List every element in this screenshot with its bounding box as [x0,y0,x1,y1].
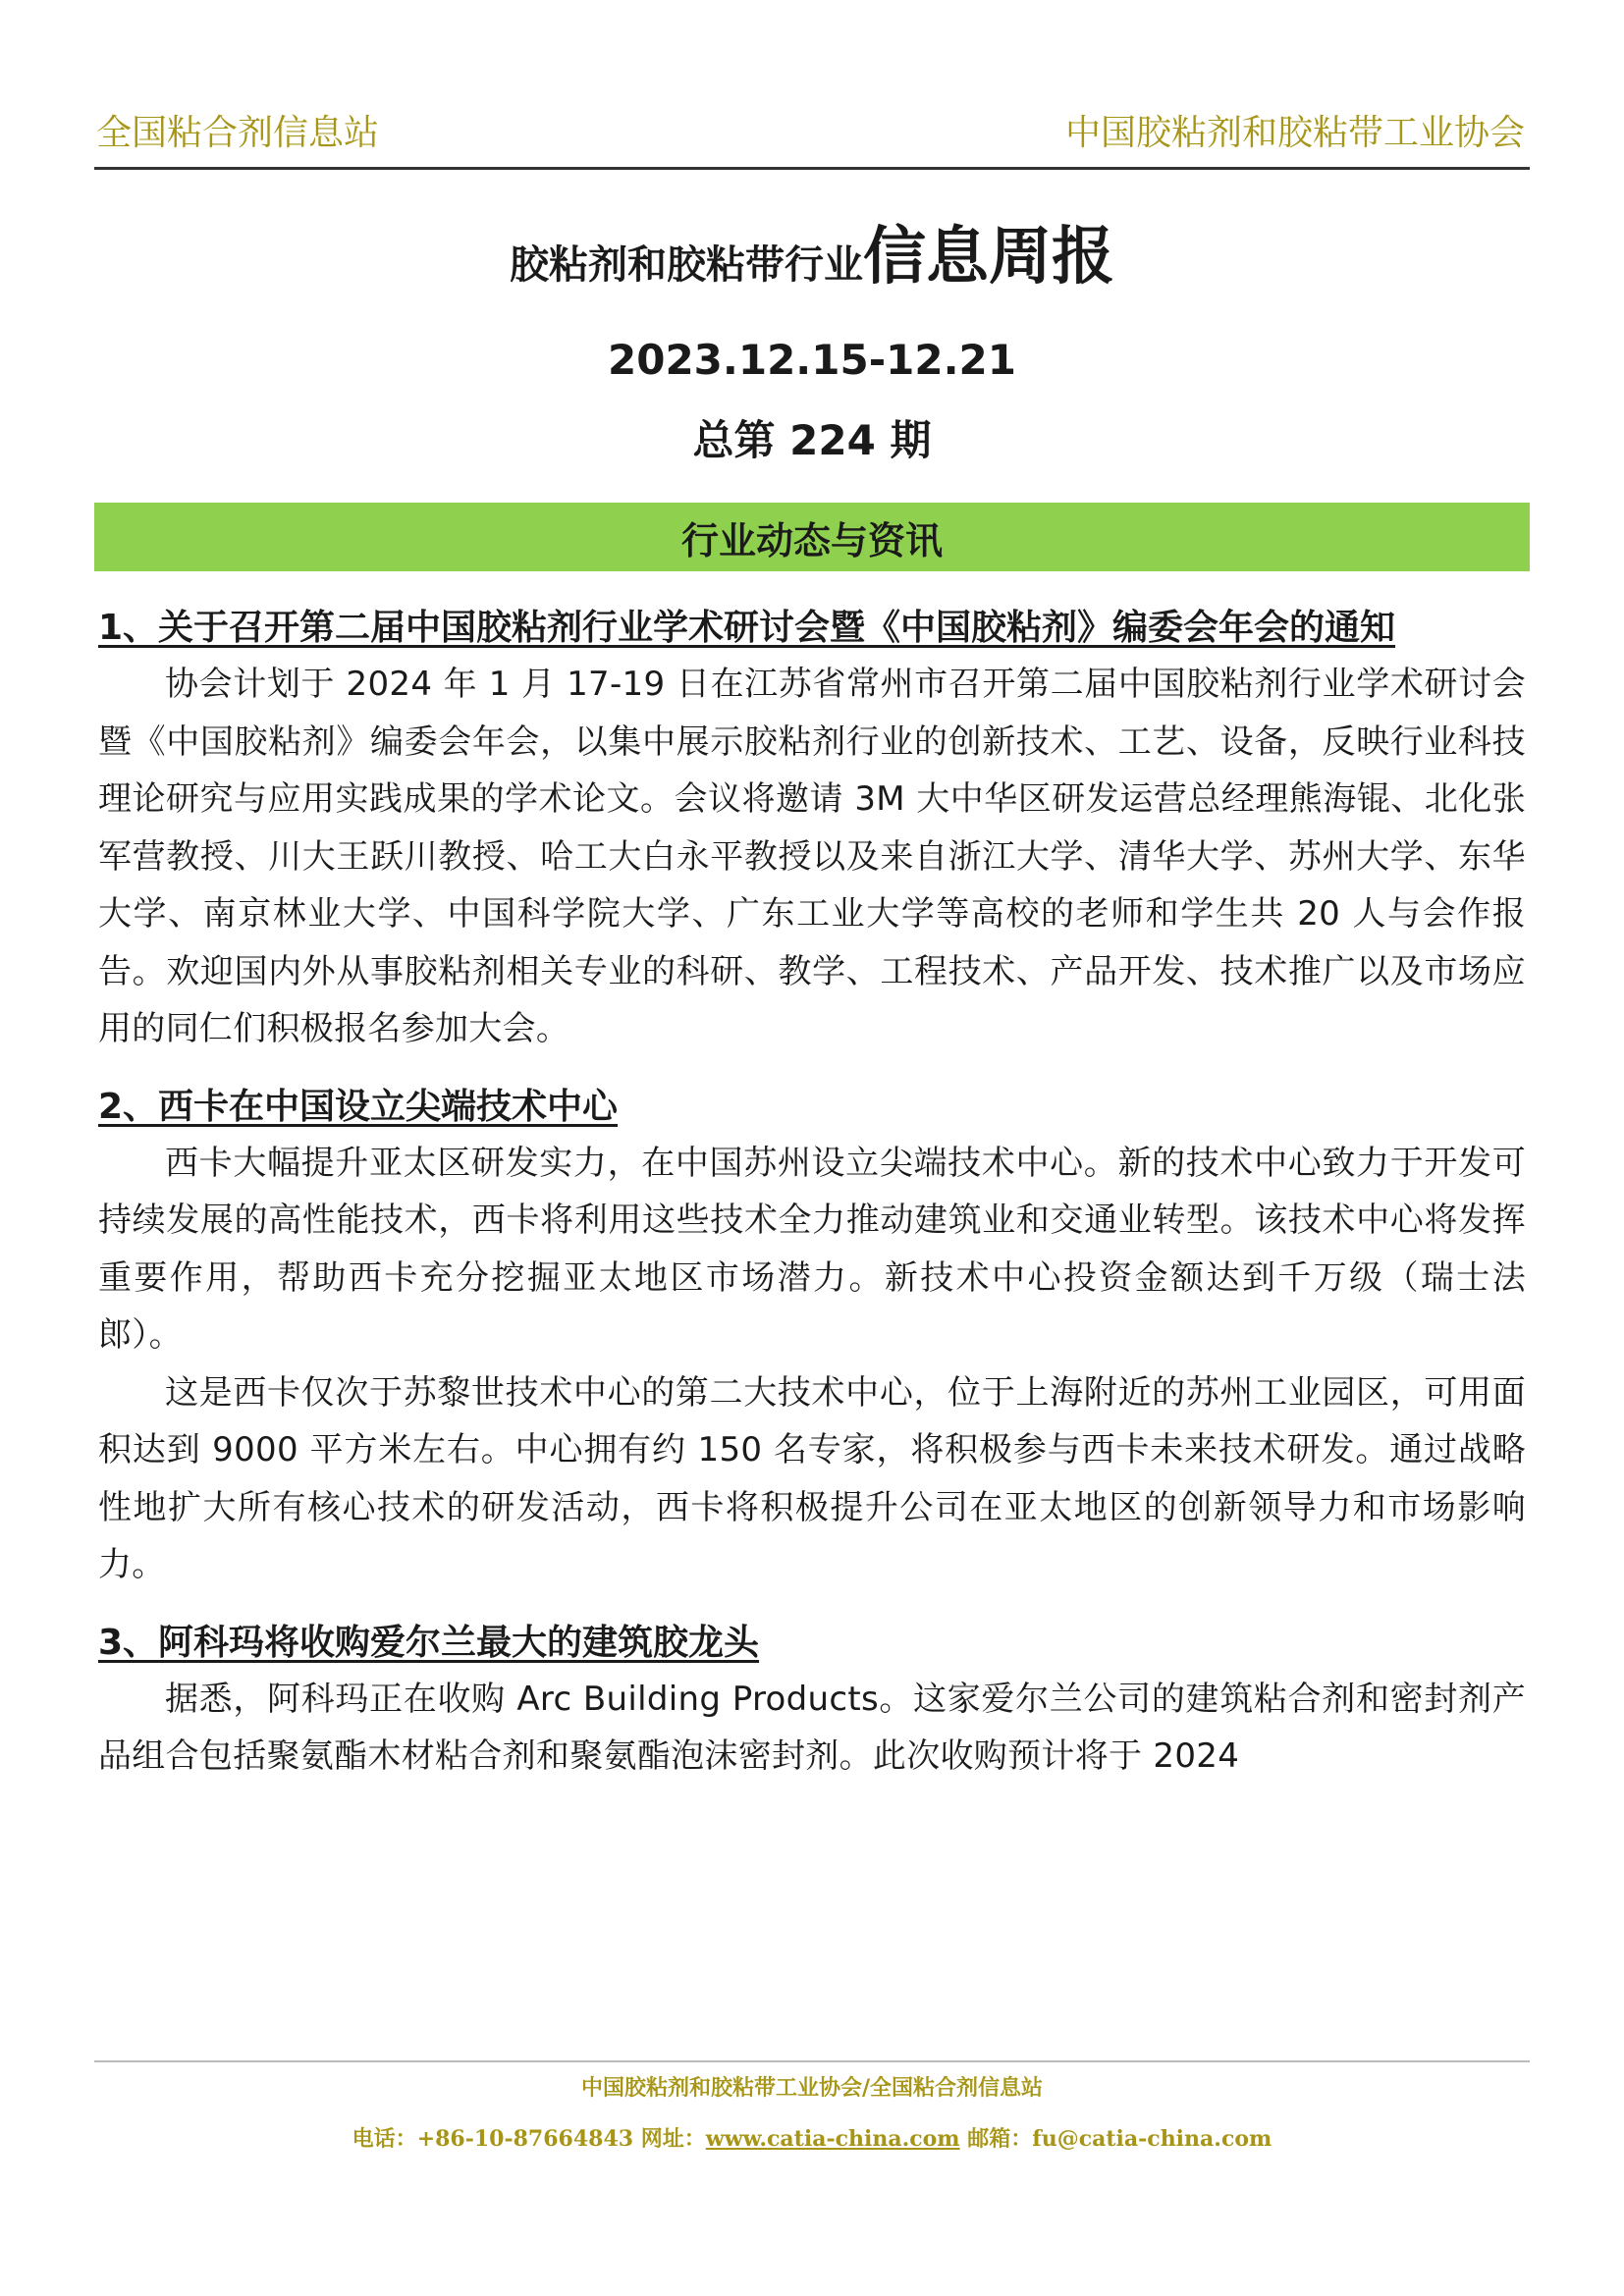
footer-divider [94,2060,1530,2062]
article-paragraph: 据悉，阿科玛正在收购 Arc Building Products。这家爱尔兰公司的建筑粘合剂和密封剂产品组合包括聚氨酯木材粘合剂和聚氨酯泡沫密封剂。此次收购预计将于 2024 [98,1679,1526,1776]
footer-contact [0,2122,1624,2153]
article-paragraph: 协会计划于 2024 年 1 月 17-19 日在江苏省常州市召开第二届中国胶粘剂行业学术研讨会暨《中国胶粘剂》编委会年会，以集中展示胶粘剂行业的创新技术、工艺、设备，反映行业科技理论研究与应用实践成果的学术论文。会议将邀请 3M 大中华区研发运营总经理熊海锟、北化张军营教授、川大王跃川教授、哈工大白永平教授以及来自浙江大学、清华大学、苏州大学、东华大学、南京林业大学、中国科学院大学、广东工业大学等高校的老师和学生共 20 人与会作报告。欢迎国内外从事胶粘剂相关专业的科研、教学、工程技术、产品开发、技术推广以及市场应用的同仁们积极报名参加大会。 [98,665,1526,1048]
date-range: 2023.12.15-12.21 [608,336,1016,384]
header-divider [94,167,1530,170]
email-label: 邮箱： [967,2126,1033,2152]
article-title: 3、阿科玛将收购爱尔兰最大的建筑胶龙头 [98,1622,760,1663]
article-title: 1、关于召开第二届中国胶粘剂行业学术研讨会暨《中国胶粘剂》编委会年会的通知 [98,608,1396,648]
title-main: 信息周报 [863,221,1114,294]
section-band-label: 行业动态与资讯 [680,518,943,562]
header-association-name: 中国胶粘剂和胶粘带工业协会 [1064,113,1525,153]
article-paragraph: 这是西卡仅次于苏黎世技术中心的第二大技术中心，位于上海附近的苏州工业园区，可用面积达到 9000 平方米左右。中心拥有约 150 名专家，将积极参与西卡未来技术研发。通过战略性地扩大所有核心技术的研发活动，西卡将积极提升公司在亚太地区的创新领导力和市场影响力。 [98,1372,1526,1584]
page-title [0,206,1624,296]
email-address: fu@catia-china.com [1032,2126,1272,2152]
website-label: 网址： [640,2126,706,2152]
footer-org-line: 中国胶粘剂和胶粘带工业协会/全国粘合剂信息站 [580,2075,1044,2101]
phone-label: 电话： [352,2126,417,2152]
phone-number: +86-10-87664843 [416,2126,634,2152]
section-band [94,503,1530,571]
title-prefix: 胶粘剂和胶粘带行业 [510,242,863,288]
header-site-name: 全国粘合剂信息站 [96,113,380,153]
article-title: 2、西卡在中国设立尖端技术中心 [98,1086,619,1127]
article-list [98,601,1526,1786]
website-link[interactable]: www.catia-china.com [705,2126,960,2152]
article-paragraph: 西卡大幅提升亚太区研发实力，在中国苏州设立尖端技术中心。新的技术中心致力于开发可持续发展的高性能技术，西卡将利用这些技术全力推动建筑业和交通业转型。该技术中心将发挥重要作用，帮助西卡充分挖掘亚太地区市场潜力。新技术中心投资金额达到千万级（瑞士法郎）。 [98,1143,1526,1355]
issue-number: 总第 224 期 [692,416,932,464]
